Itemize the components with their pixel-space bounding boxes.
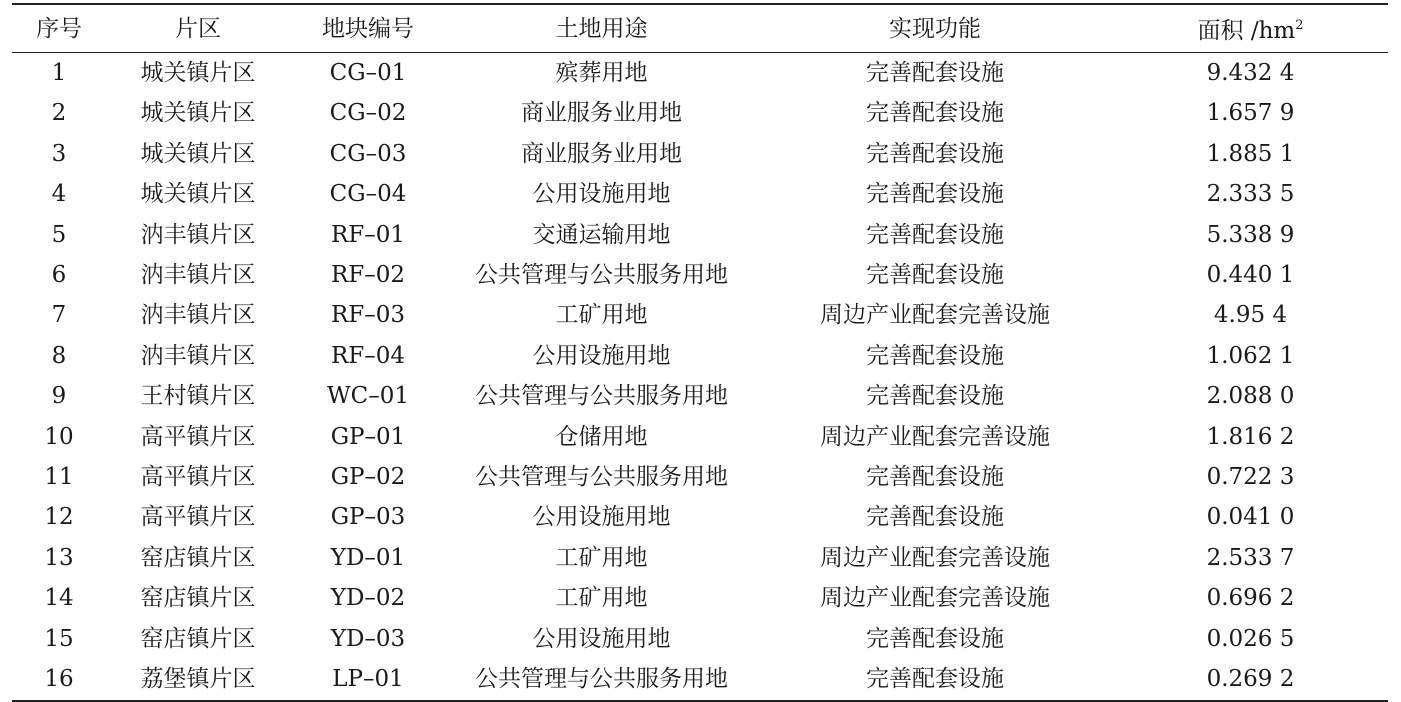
- cell-seq: 3: [51, 140, 67, 167]
- table-row: [12, 336, 1388, 376]
- cell-plot-code: CG–03: [329, 140, 407, 167]
- cell-area: 0.026 5: [1206, 625, 1295, 652]
- cell-seq: 1: [51, 60, 67, 86]
- cell-seq: 4: [51, 181, 67, 208]
- table-row: [12, 215, 1388, 255]
- table-row: [12, 538, 1388, 578]
- cell-seq: 8: [51, 342, 67, 369]
- cell-function: 完善配套设施: [866, 625, 1004, 652]
- cell-function: 周边产业配套完善设施: [820, 544, 1050, 571]
- cell-area: 9.432 4: [1206, 60, 1295, 86]
- header-seq: 序号: [36, 15, 82, 42]
- cell-seq: 14: [44, 585, 74, 612]
- cell-function: 完善配套设施: [866, 221, 1004, 248]
- cell-land-use: 仓储用地: [555, 423, 648, 450]
- cell-area: 5.338 9: [1206, 221, 1295, 248]
- cell-area: 2.088 0: [1206, 383, 1295, 410]
- cell-area: 2.533 7: [1206, 544, 1295, 571]
- cell-district: 高平镇片区: [140, 504, 256, 531]
- cell-land-use: 工矿用地: [555, 544, 648, 571]
- land-use-table: [12, 3, 1388, 702]
- cell-function: 完善配套设施: [866, 504, 1004, 531]
- cell-land-use: 公共管理与公共服务用地: [475, 262, 728, 289]
- cell-plot-code: WC–01: [326, 383, 409, 410]
- header-area-unit-sup: 2: [1295, 18, 1304, 33]
- cell-function: 周边产业配套完善设施: [820, 585, 1050, 612]
- table-row: [12, 134, 1388, 174]
- cell-land-use: 工矿用地: [555, 585, 648, 612]
- cell-plot-code: GP–03: [330, 504, 406, 531]
- cell-plot-code: RF–01: [330, 221, 406, 248]
- header-row: [12, 4, 1388, 53]
- cell-function: 周边产业配套完善设施: [820, 423, 1050, 450]
- cell-district: 汭丰镇片区: [140, 302, 256, 329]
- cell-plot-code: LP–01: [332, 666, 404, 693]
- cell-seq: 12: [44, 504, 74, 531]
- table-row: [12, 93, 1388, 133]
- cell-plot-code: GP–02: [330, 464, 406, 491]
- cell-land-use: 公共管理与公共服务用地: [475, 464, 728, 491]
- header-area-label: 面积 /hm: [1197, 18, 1296, 44]
- cell-function: 周边产业配套完善设施: [820, 302, 1050, 329]
- cell-plot-code: RF–02: [330, 262, 406, 289]
- table-row: [12, 578, 1388, 618]
- cell-area: 4.95 4: [1213, 302, 1288, 329]
- cell-plot-code: RF–03: [330, 302, 406, 329]
- header-plot-code: 地块编号: [322, 15, 414, 42]
- cell-area: 1.657 9: [1206, 100, 1295, 127]
- cell-land-use: 公共管理与公共服务用地: [475, 383, 728, 410]
- header-land-use: 土地用途: [555, 15, 648, 42]
- cell-area: 0.722 3: [1206, 464, 1295, 491]
- table-row: [12, 497, 1388, 537]
- cell-district: 高平镇片区: [140, 423, 256, 450]
- header-district: 片区: [175, 15, 221, 42]
- cell-area: 2.333 5: [1206, 181, 1295, 208]
- cell-district: 高平镇片区: [140, 464, 256, 491]
- cell-seq: 16: [44, 666, 74, 693]
- cell-district: 城关镇片区: [140, 60, 256, 86]
- table-row: [12, 376, 1388, 416]
- cell-land-use: 交通运输用地: [532, 221, 671, 248]
- cell-function: 完善配套设施: [866, 181, 1004, 208]
- cell-function: 完善配套设施: [866, 464, 1004, 491]
- cell-seq: 7: [51, 302, 67, 329]
- cell-seq: 2: [51, 100, 67, 127]
- cell-plot-code: CG–01: [329, 60, 407, 86]
- cell-land-use: 公用设施用地: [532, 504, 671, 531]
- cell-seq: 11: [44, 464, 74, 491]
- cell-function: 完善配套设施: [866, 100, 1004, 127]
- table-row: [12, 255, 1388, 295]
- cell-function: 完善配套设施: [866, 60, 1004, 86]
- table-row: [12, 457, 1388, 497]
- table-row: [12, 53, 1388, 94]
- cell-area: 0.696 2: [1206, 585, 1295, 612]
- cell-district: 汭丰镇片区: [140, 221, 256, 248]
- cell-district: 窑店镇片区: [140, 585, 256, 612]
- cell-district: 汭丰镇片区: [140, 342, 256, 369]
- cell-area: 0.269 2: [1206, 666, 1295, 693]
- cell-land-use: 殡葬用地: [555, 60, 648, 86]
- cell-district: 城关镇片区: [140, 100, 256, 127]
- cell-plot-code: CG–02: [329, 100, 407, 127]
- cell-land-use: 商业服务业用地: [521, 140, 682, 167]
- cell-function: 完善配套设施: [866, 140, 1004, 167]
- cell-seq: 9: [51, 383, 67, 410]
- cell-district: 城关镇片区: [140, 140, 256, 167]
- cell-district: 城关镇片区: [140, 181, 256, 208]
- cell-land-use: 公用设施用地: [532, 625, 671, 652]
- cell-district: 窑店镇片区: [140, 625, 256, 652]
- cell-seq: 5: [51, 221, 67, 248]
- cell-land-use: 公用设施用地: [532, 181, 671, 208]
- cell-land-use: 公用设施用地: [532, 342, 671, 369]
- cell-land-use: 公共管理与公共服务用地: [475, 666, 728, 693]
- cell-function: 完善配套设施: [866, 342, 1004, 369]
- cell-area: 0.041 0: [1206, 504, 1295, 531]
- cell-seq: 6: [51, 262, 67, 289]
- table-row: [12, 417, 1388, 457]
- header-function: 实现功能: [889, 15, 981, 42]
- cell-land-use: 商业服务业用地: [521, 100, 682, 127]
- cell-district: 荔堡镇片区: [140, 666, 256, 693]
- cell-seq: 15: [44, 625, 74, 652]
- cell-function: 完善配套设施: [866, 262, 1004, 289]
- cell-district: 窑店镇片区: [140, 544, 256, 571]
- cell-area: 0.440 1: [1206, 262, 1295, 289]
- cell-plot-code: CG–04: [329, 181, 407, 208]
- cell-plot-code: GP–01: [330, 423, 406, 450]
- cell-district: 王村镇片区: [140, 383, 256, 410]
- cell-area: 1.885 1: [1206, 140, 1295, 167]
- table-body: [12, 53, 1388, 701]
- cell-plot-code: YD–01: [330, 544, 406, 571]
- cell-plot-code: RF–04: [330, 342, 406, 369]
- cell-function: 完善配套设施: [866, 383, 1004, 410]
- cell-plot-code: YD–03: [330, 625, 406, 652]
- cell-district: 汭丰镇片区: [140, 262, 256, 289]
- table-row: [12, 619, 1388, 659]
- cell-plot-code: YD–02: [330, 585, 406, 612]
- table-row: [12, 659, 1388, 700]
- cell-land-use: 工矿用地: [555, 302, 648, 329]
- cell-seq: 10: [44, 423, 74, 450]
- cell-area: 1.062 1: [1206, 342, 1295, 369]
- header-area: [1113, 4, 1388, 53]
- cell-function: 完善配套设施: [866, 666, 1004, 693]
- table-row: [12, 295, 1388, 335]
- table-row: [12, 174, 1388, 214]
- cell-seq: 13: [44, 544, 74, 571]
- table-header: [12, 4, 1388, 53]
- cell-area: 1.816 2: [1206, 423, 1295, 450]
